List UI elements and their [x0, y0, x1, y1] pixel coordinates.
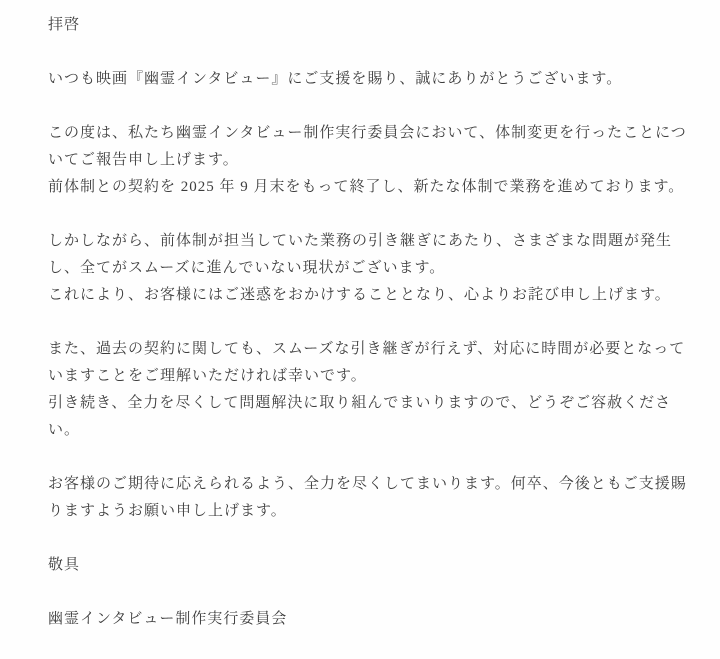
letter-signature-block	[48, 606, 692, 633]
letter-paragraph-1	[48, 66, 692, 93]
letter-sentence: しかしながら、前体制が担当していた業務の引き継ぎにあたり、さまざまな問題が発生し、全てがスムーズに進んでいない現状がございます。	[48, 233, 673, 276]
letter-sentence: お客様のご期待に応えられるよう、全力を尽くしてまいります。何卒、今後ともご支援賜りますようお願い申し上げます。	[48, 476, 687, 519]
letter-signature: 幽霊インタビュー制作実行委員会	[48, 611, 288, 627]
letter-closing: 敬具	[48, 557, 81, 573]
letter-sentence: いつも映画『幽霊インタビュー』にご支援を賜り、誠にありがとうございます。	[48, 71, 623, 87]
letter-closing-block	[48, 552, 692, 579]
letter-salutation-block	[48, 12, 692, 39]
letter-paragraph-5	[48, 471, 692, 525]
letter-paragraph-3	[48, 228, 692, 309]
letter-sentence: 前体制との契約を 2025 年 9 月末をもって終了し、新たな体制で業務を進めております。	[48, 179, 685, 195]
letter-paragraph-2	[48, 120, 692, 201]
letter-salutation: 拝啓	[48, 17, 81, 33]
letter-sentence: この度は、私たち幽霊インタビュー制作実行委員会において、体制変更を行ったことについてご報告申し上げます。	[48, 125, 687, 168]
letter-sentence: これにより、お客様にはご迷惑をおかけすることとなり、心よりお詫び申し上げます。	[48, 287, 671, 303]
letter-sentence: 引き続き、全力を尽くして問題解決に取り組んでまいりますので、どうぞご容赦ください。	[48, 395, 672, 438]
letter-paragraph-4	[48, 336, 692, 444]
letter-sentence: また、過去の契約に関しても、スムーズな引き継ぎが行えず、対応に時間が必要となっていますことをご理解いただければ幸いです。	[48, 341, 686, 384]
